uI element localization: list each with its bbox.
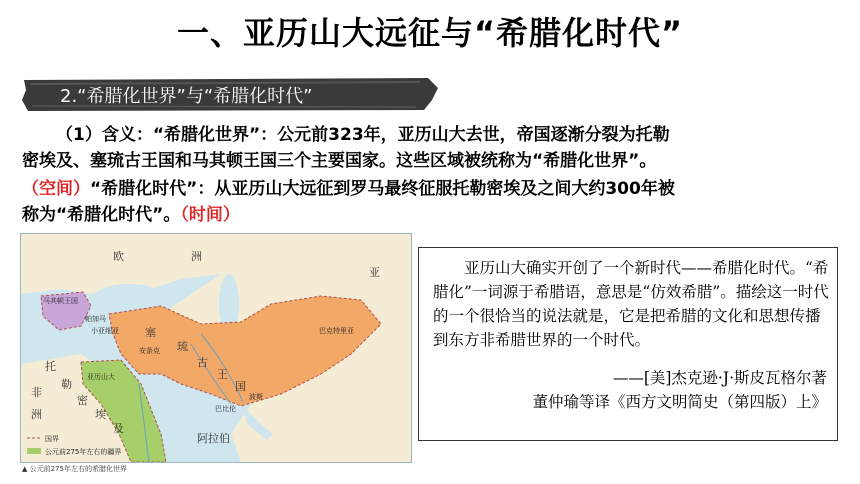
- label-asia: 亚: [369, 266, 380, 279]
- era-paragraph: [22, 176, 842, 228]
- label-persia: 波斯: [249, 393, 263, 401]
- quote-box: [418, 247, 838, 441]
- paragraph2-line1-text: “希腊化时代”：从亚历山大远征到罗马最终征服托勒密埃及之间大约300年被: [90, 179, 675, 199]
- label-pergamon: 帕加马: [85, 315, 106, 323]
- label-antioch: 安条克: [139, 347, 160, 355]
- label-ptolemaic-5: 及: [113, 422, 124, 435]
- slide-title: 一、亚历山大远征与“希腊化时代”: [176, 14, 684, 52]
- label-africa-1: 非: [31, 386, 42, 399]
- label-bactria: 巴克特里亚: [319, 327, 354, 335]
- label-seleucid-2: 琉: [177, 340, 188, 353]
- hellenistic-world-map: [20, 233, 412, 463]
- paragraph2-line2-text: 称为“希腊化时代”。: [22, 205, 181, 225]
- label-seleucid-1: 塞: [145, 326, 156, 339]
- paragraph1-line1: （1）含义：“希腊化世界”：公元前323年，亚历山大去世，帝国逐渐分裂为托勒: [56, 125, 670, 145]
- quote-author: ——[美]杰克逊·J·斯皮瓦格尔著: [612, 369, 827, 387]
- label-seleucid-4: 王: [217, 368, 228, 381]
- quote-source: 董仲瑜等译《西方文明简史（第四版）上》: [532, 393, 827, 411]
- label-ptolemaic-2: 勒: [61, 378, 72, 391]
- label-africa-2: 洲: [31, 408, 42, 421]
- label-ptolemaic-1: 托: [45, 360, 56, 373]
- space-tag: （空间）: [22, 179, 90, 199]
- label-macedon: 马其顿王国: [43, 297, 78, 305]
- paragraph1-line2: 密埃及、塞琉古王国和马其顿王国三个主要国家。这些区域被统称为“希腊化世界”。: [22, 151, 657, 171]
- label-seleucid-5: 国: [235, 380, 246, 393]
- legend-border-label: 国界: [45, 435, 59, 443]
- label-asia-minor: 小亚细亚: [91, 327, 119, 335]
- legend-empire-label: 公元前275年左右的疆界: [45, 448, 122, 456]
- definition-paragraph: [22, 122, 842, 174]
- time-tag: （时间）: [180, 205, 240, 225]
- label-babylon: 巴比伦: [215, 405, 236, 413]
- paragraph2-line2: [22, 202, 842, 228]
- label-europe-2: 洲: [191, 250, 202, 263]
- map-shapes: [21, 234, 411, 462]
- label-ptolemaic-4: 埃: [95, 408, 106, 421]
- label-seleucid-3: 古: [197, 356, 208, 369]
- quote-text: 亚历山大确实开创了一个新时代——希腊化时代。“希腊化”一词源于希腊语，意思是“仿效希腊”。描绘这一时代的一个很恰当的说法就是，它是把希腊的文化和思想传播到东方非希腊世界的一个时代。: [433, 259, 829, 349]
- map-caption: ▲ 公元前275年左右的希腊化世界: [22, 465, 127, 473]
- section-banner: [20, 74, 440, 114]
- label-europe: 欧: [113, 250, 124, 263]
- label-arabia: 阿拉伯: [197, 432, 230, 445]
- section-banner-text: 2.“希腊化世界”与“希腊化时代”: [60, 86, 313, 107]
- paragraph2-line1: [22, 176, 842, 202]
- label-ptolemaic-3: 密: [77, 394, 88, 407]
- label-alexandria: 亚历山大: [87, 373, 115, 381]
